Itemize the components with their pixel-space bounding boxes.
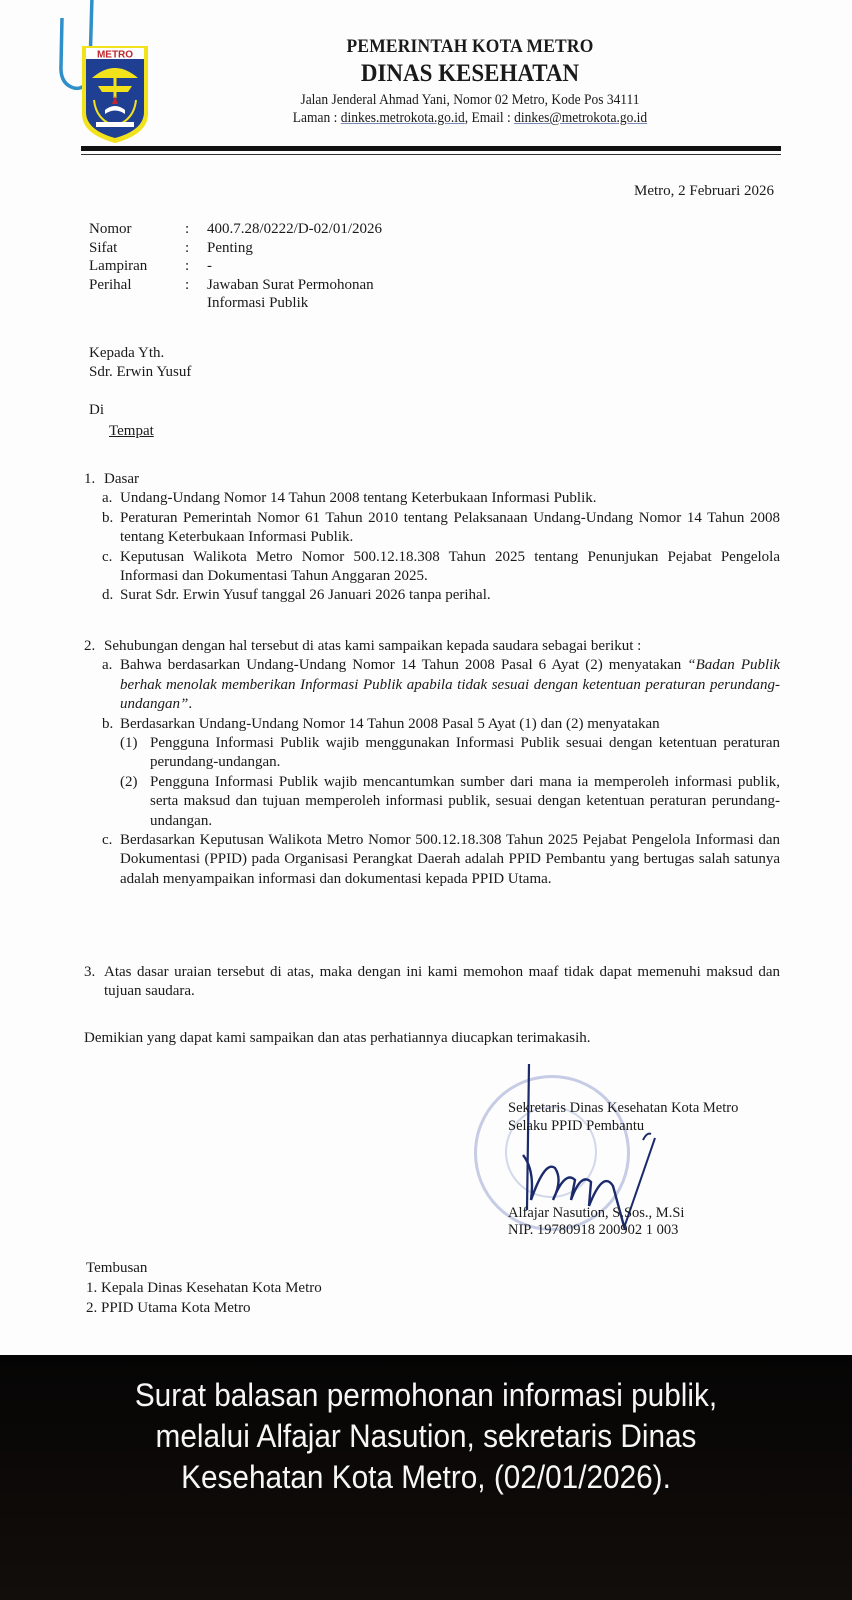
item-marker: b. (102, 509, 114, 526)
letterhead-divider-thick (81, 146, 781, 151)
closing-paragraph (84, 1029, 780, 1048)
item-text-quote: “Badan Publik berhak menolak memberikan Informasi Publik apabila tidak sesuai dengan ketentuan peraturan perundang-undangan” (120, 657, 780, 713)
email-link[interactable]: dinkes@metrokota.go.id (514, 110, 648, 126)
email-label: , Email : (464, 110, 515, 126)
signatory-title-line1: Sekretaris Dinas Kesehatan Kota Metro (508, 1100, 739, 1116)
recipient-salutation: Kepada Yth. (89, 345, 165, 361)
tembusan-item: 2. PPID Utama Kota Metro (86, 1300, 251, 1316)
item-text: Peraturan Pemerintah Nomor 61 Tahun 2010 tentang Pelaksanaan Undang-Undang Nomor 14 Tahun 2008 tentang Keterbukaan Informasi Publik. (120, 509, 780, 546)
meta-key: Sifat (89, 239, 118, 256)
signatory-name: Alfajar Nasution, S.Sos., M.Si (508, 1205, 685, 1221)
signatory-title-line2: Selaku PPID Pembantu (508, 1117, 645, 1134)
closing-text: Demikian yang dapat kami sampaikan dan atas perhatiannya diucapkan terimakasih. (84, 1030, 591, 1046)
agency-contact (191, 110, 749, 127)
meta-value: 400.7.28/0222/D-02/01/2026 (207, 221, 382, 237)
photo-caption-banner (0, 1355, 852, 1600)
tembusan-block (86, 1258, 322, 1318)
section-number: 2. (84, 638, 96, 654)
section-number: 3. (84, 964, 96, 980)
letterhead-divider-thin (81, 154, 781, 155)
meta-row-nomor (89, 220, 507, 239)
letter-meta (89, 220, 507, 313)
svg-text:METRO: METRO (96, 49, 134, 61)
item-marker: c. (102, 548, 113, 565)
list-item (102, 656, 780, 714)
meta-value: Jawaban Surat Permohonan (207, 276, 374, 293)
meta-key: Perihal (89, 276, 132, 293)
agency-address: Jalan Jenderal Ahmad Yani, Nomor 02 Metro, Kode Pos 34111 (300, 92, 640, 108)
meta-row-lampiran (89, 257, 507, 276)
caption-text: Surat balasan permohonan informasi publik, melalui Alfajar Nasution, sekretaris Dinas Kesehatan Kota Metro, (02/01/2026). (134, 1377, 718, 1495)
letter-date: Metro, 2 Februari 2026 (634, 183, 774, 199)
tembusan-label: Tembusan (86, 1260, 148, 1276)
section-title: Dasar (104, 471, 139, 487)
government-name: PEMERINTAH KOTA METRO (346, 36, 594, 57)
item-text-end: . (188, 696, 193, 713)
item-marker: (2) (120, 773, 138, 790)
item-text: Pengguna Informasi Publik wajib menggunakan Informasi Publik sesuai dengan ketentuan peraturan perundang-undangan. (150, 735, 780, 771)
section-number: 1. (84, 471, 96, 487)
item-text (120, 656, 780, 714)
sub-list-item (120, 773, 780, 831)
section-1 (84, 470, 780, 606)
meta-key: Lampiran (89, 258, 148, 274)
item-marker: c. (102, 832, 113, 849)
section-title: Sehubungan dengan hal tersebut di atas kami sampaikan kepada saudara sebagai berikut : (104, 638, 642, 654)
web-link[interactable]: dinkes.metrokota.go.id (340, 110, 465, 126)
list-item (102, 586, 780, 605)
item-text: Berdasarkan Undang-Undang Nomor 14 Tahun 2008 Pasal 5 Ayat (1) dan (2) menyatakan (120, 715, 660, 732)
meta-value: Informasi Publik (207, 295, 309, 311)
item-text: Undang-Undang Nomor 14 Tahun 2008 tentang Keterbukaan Informasi Publik. (120, 490, 597, 507)
agency-name: DINAS KESEHATAN (360, 60, 580, 87)
signatory-identity (508, 1205, 684, 1239)
meta-sep (185, 294, 207, 313)
item-text: Keputusan Walikota Metro Nomor 500.12.18.308 Tahun 2025 tentang Penunjukan Pejabat Pengelola Informasi dan Dokumentasi Tahun Anggaran 2025. (120, 548, 780, 585)
item-marker: d. (102, 587, 114, 604)
recipient-block (89, 344, 191, 441)
recipient-place: Tempat (109, 423, 154, 439)
sub-list-item (120, 734, 780, 773)
meta-row-perihal-cont (89, 294, 507, 313)
letterhead (170, 36, 770, 127)
recipient-di: Di (89, 402, 104, 418)
list-item (102, 509, 780, 548)
meta-value: - (207, 258, 212, 274)
section-text: Atas dasar uraian tersebut di atas, maka dengan ini kami memohon maaf tidak dapat memenuhi maksud dan tujuan saudara. (104, 964, 780, 1000)
section-2 (84, 637, 780, 889)
section-3 (84, 963, 780, 1002)
list-item (102, 489, 780, 508)
item-text: Pengguna Informasi Publik wajib mencantumkan sumber dari mana ia memperoleh informasi publik, serta maksud dan tujuan memperoleh informasi publik, sesuai dengan ketentuan peraturan perundang-undangan. (150, 773, 780, 829)
list-item (102, 831, 780, 889)
meta-row-perihal (89, 276, 507, 295)
meta-sep: : (185, 221, 190, 237)
meta-sep: : (185, 258, 190, 274)
meta-sep: : (185, 239, 190, 256)
tembusan-item: 1. Kepala Dinas Kesehatan Kota Metro (86, 1280, 322, 1296)
item-marker: b. (102, 715, 114, 732)
item-marker: a. (102, 657, 113, 674)
meta-row-sifat (89, 239, 507, 258)
meta-sep: : (185, 276, 190, 293)
item-text-plain: Bahwa berdasarkan Undang-Undang Nomor 14 Tahun 2008 Pasal 6 Ayat (2) menyatakan (120, 657, 688, 674)
item-text: Berdasarkan Keputusan Walikota Metro Nomor 500.12.18.308 Tahun 2025 Pejabat Pengelola Informasi dan Dokumentasi (PPID) pada Organisasi Perangkat Daerah adalah PPID Pembantu yang bertugas salah satunya adalah menyampaikan informasi dan dokumentasi kepada PPID Utama. (120, 832, 780, 887)
web-label: Laman : (292, 110, 341, 126)
signatory-nip: NIP. 19780918 200902 1 003 (508, 1222, 679, 1238)
list-item (102, 548, 780, 587)
meta-value: Penting (207, 239, 253, 256)
signatory-title (508, 1100, 738, 1135)
meta-key (89, 294, 185, 313)
item-marker: a. (102, 490, 113, 507)
metro-city-emblem-icon (78, 44, 152, 144)
item-marker: (1) (120, 735, 138, 752)
list-item (102, 715, 780, 734)
item-text: Surat Sdr. Erwin Yusuf tanggal 26 Januari 2026 tanpa perihal. (120, 587, 491, 604)
meta-key: Nomor (89, 221, 132, 237)
recipient-name: Sdr. Erwin Yusuf (89, 364, 192, 380)
